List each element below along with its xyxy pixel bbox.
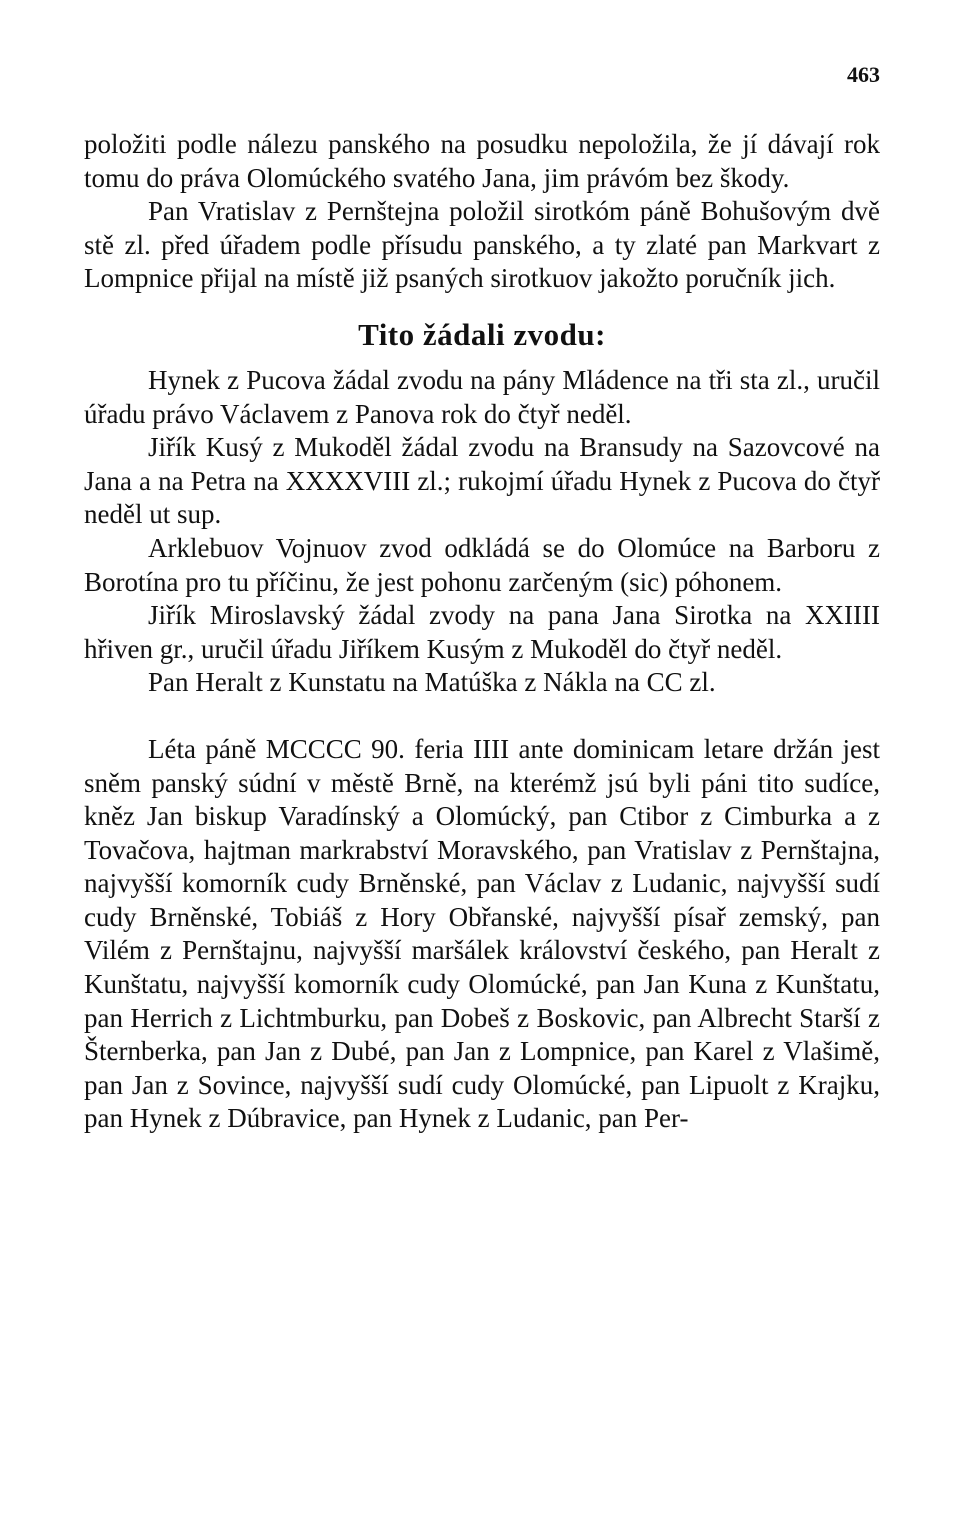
page-body bbox=[84, 128, 880, 1136]
paragraph-vratislav: Pan Vratislav z Pernštejna položil sirotkóm páně Bohušovým dvě stě zl. před úřadem podle přísudu panského, a ty zlaté pan Markvart z Lompnice přijal na místě již psaných sirotkuov jakožto poručník jich. bbox=[84, 196, 880, 294]
paragraph-gap bbox=[84, 700, 880, 733]
paragraph-arklebuov: Arklebuov Vojnuov zvod odkládá se do Olomúce na Barboru z Borotína pro tu příčinu, že jest pohonu zarčeným (sic) póhonem. bbox=[84, 532, 880, 597]
paragraph-jirik-kusy: Jiřík Kusý z Mukoděl žádal zvodu na Bransudy na Sazovcové na Jana a na Petra na XXXXVIII zl.; rukojmí úřadu Hynek z Pucova do čtyř neděl ut sup. bbox=[84, 432, 880, 530]
section-heading: Tito žádali zvodu: bbox=[358, 316, 606, 352]
paragraph-sjezd: Léta páně MCCCC 90. feria IIII ante dominicam letare držán jest sněm panský súdní v městě Brně, na kterémž jsú byli páni tito sudíce, kněz Jan biskup Varadínský a Olomúcký, pan Ctibor z Cimburka a z Tovačova, hajtman markrabství Moravského, pan Vratislav z Pernštajna, najvyšší komorník cudy Brněnské, pan Václav z Ludanic, najvyšší sudí cudy Brněnské, Tobiáš z Hory Obřanské, najvyšší písař zemský, pan Vilém z Pernštajnu, najvyšší maršálek království českého, pan Heralt z Kunštatu, najvyšší komorník cudy Olomúcké, pan Jan Kuna z Kunštatu, pan Herrich z Lichtmburku, pan Dobeš z Boskovic, pan Albrecht Starší z Šternberka, pan Jan z Dubé, pan Jan z Lompnice, pan Karel z Vlašimě, pan Jan z Sovince, najvyšší sudí cudy Olomúcké, pan Lipuolt z Krajku, pan Hynek z Dúbravice, pan Hynek z Ludanic, pan Per- bbox=[84, 733, 880, 1134]
paragraph-hynek: Hynek z Pucova žádal zvodu na pány Mládence na tři sta zl., uručil úřadu právo Václavem z Panova rok do čtyř neděl. bbox=[84, 364, 880, 429]
paragraph-jirik-miroslavsky: Jiřík Miroslavský žádal zvody na pana Jana Sirotka na XXIIII hřiven gr., uručil úřadu Jiříkem Kusým z Mukoděl do čtyř neděl. bbox=[84, 600, 880, 664]
paragraph-heralt: Pan Heralt z Kunstatu na Matúška z Nákla na CC zl. bbox=[148, 667, 716, 698]
paragraph-continuation: položiti podle nálezu panského na posudku nepoložila, že jí dávají rok tomu do práva Olomúckého svatého Jana, jim právóm bez škody. bbox=[84, 129, 880, 193]
page-number: 463 bbox=[847, 62, 880, 87]
